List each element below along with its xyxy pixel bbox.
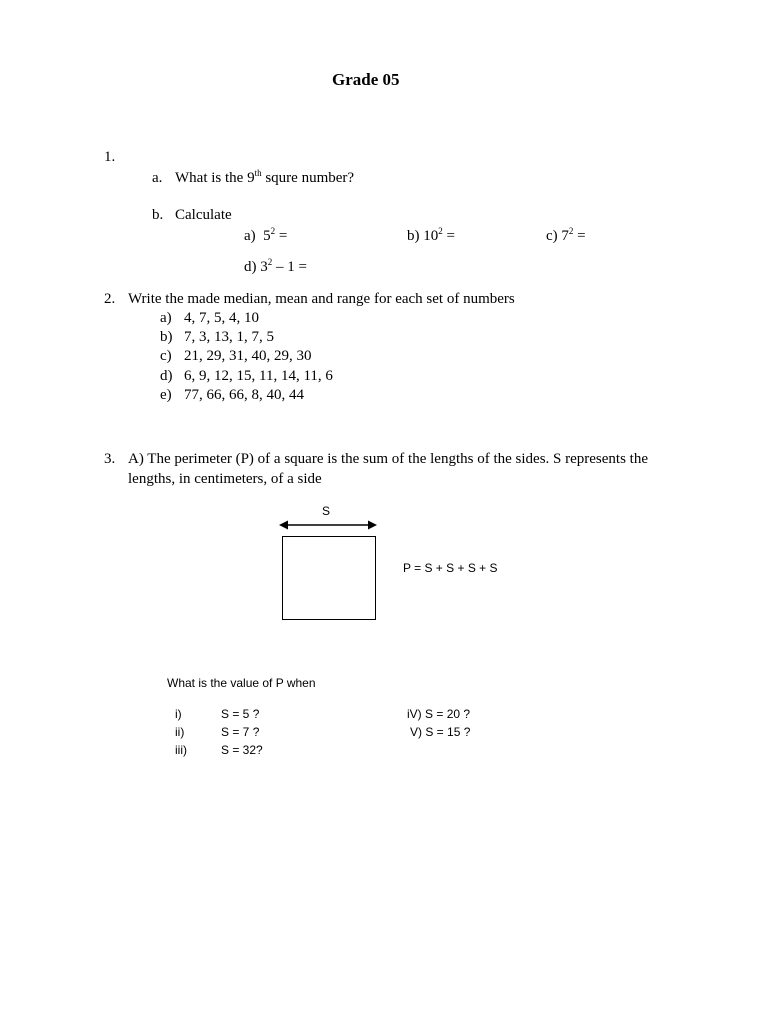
question-1b-text: Calculate bbox=[175, 207, 232, 223]
set-a-values: 4, 7, 5, 4, 10 bbox=[184, 310, 259, 326]
calc-item-a: a) $5^2$ = bbox=[244, 226, 288, 244]
perimeter-formula: P = S + S + S + S bbox=[403, 561, 498, 575]
set-b-values: 7, 3, 13, 1, 7, 5 bbox=[184, 329, 274, 345]
case-ii-label: ii) bbox=[175, 725, 185, 739]
calc-item-b: b) $10^2$ = bbox=[407, 226, 455, 244]
case-iv: iV) S = 20 ? bbox=[407, 707, 471, 721]
page-title: Grade 05 bbox=[332, 70, 400, 89]
case-iii-label: iii) bbox=[175, 743, 187, 757]
question-3-line-2: lengths, in centimeters, of a side bbox=[128, 471, 322, 487]
case-iii-text: S = 32? bbox=[221, 743, 263, 757]
side-length-label: S bbox=[322, 504, 331, 518]
question-3-prompt: What is the value of P when bbox=[167, 676, 316, 690]
calc-item-d: d) $3^2 - 1$ = bbox=[244, 257, 307, 275]
question-2-text: Write the made median, mean and range for each set of numbers bbox=[128, 291, 515, 307]
set-e-values: 77, 66, 66, 8, 40, 44 bbox=[184, 387, 304, 403]
question-1a-label: a. bbox=[152, 170, 163, 186]
question-1-number: 1. bbox=[104, 149, 116, 165]
set-d-values: 6, 9, 12, 15, 11, 14, 11, 6 bbox=[184, 368, 333, 384]
set-c-values: 21, 29, 31, 40, 29, 30 bbox=[184, 348, 312, 364]
question-1a-text: What is the 9th squre number? bbox=[175, 168, 355, 186]
question-2-number: 2. bbox=[104, 291, 116, 307]
case-i-label: i) bbox=[175, 707, 182, 721]
set-d-label: d) bbox=[160, 368, 173, 384]
set-e-label: e) bbox=[160, 387, 172, 403]
set-a-label: a) bbox=[160, 310, 172, 326]
question-3-line-1: A) The perimeter (P) of a square is the sum of the lengths of the sides. S represents the bbox=[128, 451, 649, 467]
case-i-text: S = 5 ? bbox=[221, 707, 260, 721]
square-figure bbox=[282, 536, 376, 620]
case-v: V) S = 15 ? bbox=[410, 725, 471, 739]
question-3-number: 3. bbox=[104, 451, 116, 467]
case-ii-text: S = 7 ? bbox=[221, 725, 260, 739]
question-1b-label: b. bbox=[152, 207, 164, 223]
set-c-label: c) bbox=[160, 348, 172, 364]
calc-item-c: c) $7^2$ = bbox=[546, 226, 586, 244]
side-length-arrow bbox=[279, 518, 379, 532]
set-b-label: b) bbox=[160, 329, 173, 345]
